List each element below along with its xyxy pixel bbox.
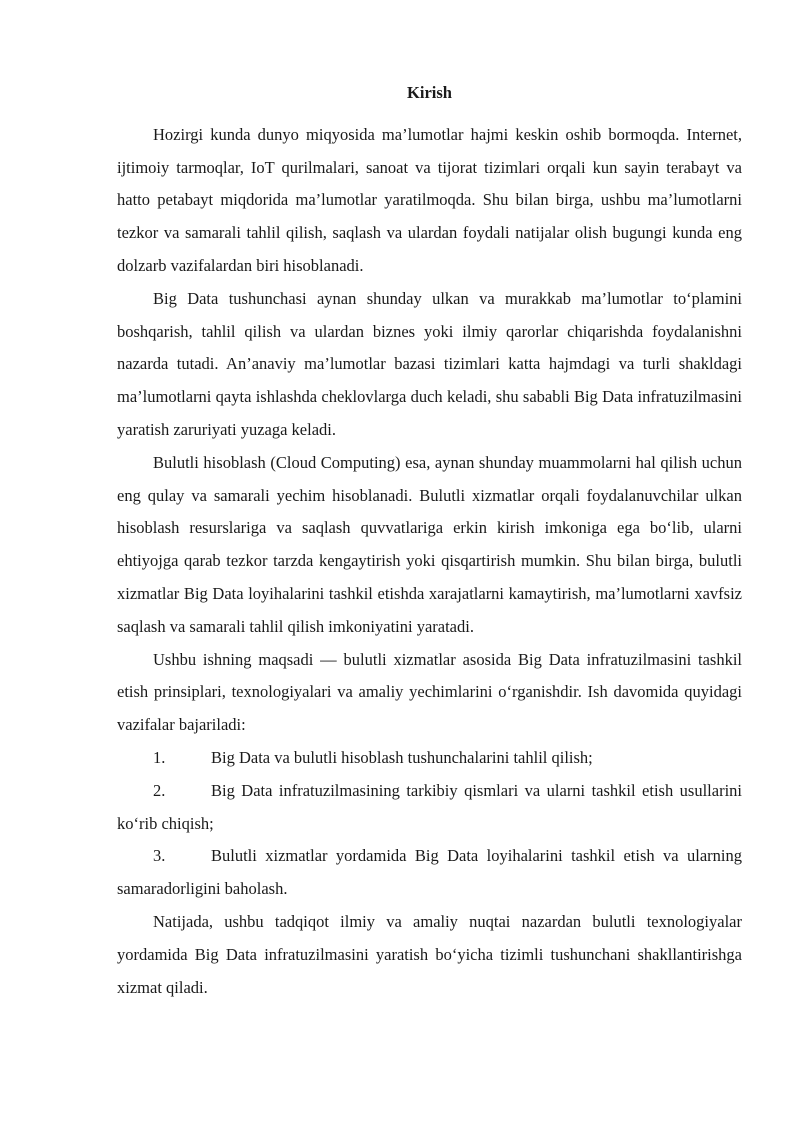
- task-item: [117, 742, 742, 775]
- paragraph-intro-4: Ushbu ishning maqsadi — bulutli xizmatlar asosida Big Data infratuzilmasini tashkil etish prinsiplari, texnologiyalari va amaliy yechimlarini o‘rganishdir. Ish davomida quyidagi vazifalar bajariladi:: [117, 649, 742, 735]
- task-number: 3.: [153, 846, 166, 866]
- task-number: 2.: [153, 780, 166, 800]
- paragraph-intro-1: Hozirgi kunda dunyo miqyosida ma’lumotlar hajmi keskin oshib bormoqda. Internet, ijtimoiy tarmoqlar, IoT qurilmalari, sanoat va tijorat tizimlari orqali kun sayin terabayt va hatto petabayt miqdorida ma’lumotlar yaratilmoqda. Shu bilan birga, ushbu ma’lumotlarni tezkor va samarali tahlil qilish, saqlash va ulardan foydali natijalar olish bugungi kunda eng dolzarb vazifalardan biri hisoblanadi.: [117, 124, 742, 275]
- task-text: Big Data infratuzilmasining tarkibiy qismlari va ularni tashkil etish usullarini ko‘rib chiqish;: [117, 780, 742, 833]
- task-text: Bulutli xizmatlar yordamida Big Data loyihalarini tashkil etish va ularning samaradorligini baholash.: [117, 846, 742, 899]
- task-item: [117, 840, 742, 906]
- task-list: [117, 742, 742, 906]
- task-number: 1.: [153, 747, 166, 767]
- paragraph-intro-3: Bulutli hisoblash (Cloud Computing) esa, aynan shunday muammolarni hal qilish uchun eng qulay va samarali yechim hisoblanadi. Bulutli xizmatlar orqali foydalanuvchilar ulkan hisoblash resurslariga va saqlash quvvatlariga erkin kirish imkoniga ega bo‘lib, ularni ehtiyojga qarab tezkor tarzda kengaytirish yoki qisqartirish mumkin. Shu bilan birga, bulutli xizmatlar Big Data loyihalarini tashkil etishda xarajatlarni kamaytirish, ma’lumotlarni xavfsiz saqlash va samarali tahlil qilish imkoniyatini yaratadi.: [117, 452, 742, 636]
- page-title: Kirish: [407, 83, 452, 102]
- paragraph-conclusion: Natijada, ushbu tadqiqot ilmiy va amaliy nuqtai nazardan bulutli texnologiyalar yordamida Big Data infratuzilmasini yaratish bo‘yicha tizimli tushunchani shakllantirishga xizmat qiladi.: [117, 911, 742, 997]
- document-body: [117, 77, 742, 1004]
- task-item: [117, 775, 742, 841]
- paragraph-intro-2: Big Data tushunchasi aynan shunday ulkan va murakkab ma’lumotlar to‘plamini boshqarish, tahlil qilish va ulardan biznes yoki ilmiy qarorlar chiqarishda foydalanishni nazarda tutadi. An’anaviy ma’lumotlar bazasi tizimlari katta hajmdagi va turli shakldagi ma’lumotlarni qayta ishlashda cheklovlarga duch keladi, shu sababli Big Data infratuzilmasini yaratish zaruriyati yuzaga keladi.: [117, 288, 742, 439]
- task-text: Big Data va bulutli hisoblash tushunchalarini tahlil qilish;: [211, 747, 593, 767]
